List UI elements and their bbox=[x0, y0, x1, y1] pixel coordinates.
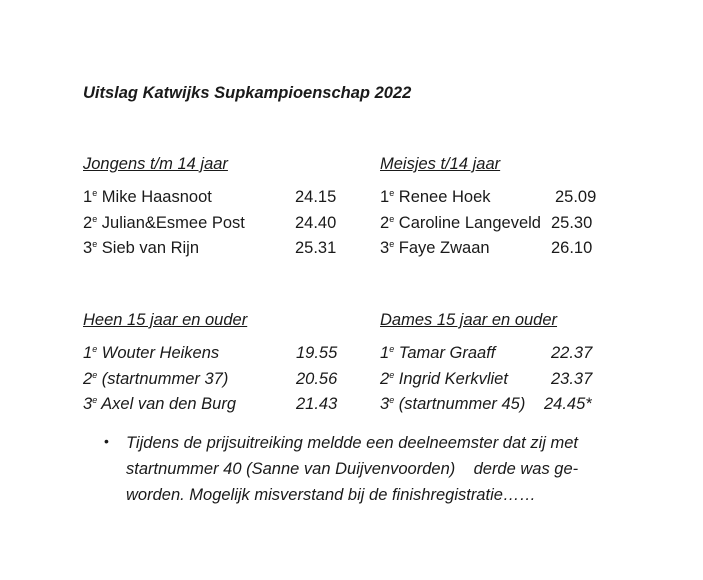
result-row bbox=[380, 187, 597, 213]
rank-suffix: e bbox=[92, 344, 98, 354]
rank-number: 3 bbox=[380, 239, 390, 257]
results-list-girls bbox=[380, 187, 597, 264]
result-time: 21.43 bbox=[296, 395, 338, 413]
rank-suffix: e bbox=[389, 344, 395, 354]
results-list-women bbox=[380, 343, 593, 420]
result-time: 25.31 bbox=[295, 239, 337, 257]
rank-suffix: e bbox=[92, 213, 98, 224]
result-time: 26.10 bbox=[551, 239, 593, 257]
rank-number: 2 bbox=[83, 369, 93, 388]
section-men bbox=[83, 310, 338, 420]
result-time: 23.37 bbox=[551, 369, 593, 388]
result-time: 22.37 bbox=[551, 344, 593, 362]
result-time: 24.45* bbox=[544, 395, 592, 413]
rank-suffix: e bbox=[389, 369, 395, 380]
footnote-line: Tijdens de prijsuitreiking meldde een deelneemster dat zij met bbox=[126, 434, 579, 452]
result-row bbox=[380, 394, 592, 420]
result-row bbox=[83, 343, 338, 369]
rank-number: 2 bbox=[380, 369, 390, 388]
result-time: 24.40 bbox=[295, 213, 337, 232]
footnote-line: worden. Mogelijk misverstand bij de finishregistratie…… bbox=[126, 486, 536, 504]
rank-suffix: e bbox=[389, 188, 395, 198]
rank-number: 1 bbox=[83, 188, 93, 206]
section-girls bbox=[380, 154, 597, 264]
participant-name: Renee Hoek bbox=[394, 188, 491, 206]
result-time: 25.09 bbox=[555, 188, 597, 206]
result-row bbox=[380, 343, 593, 369]
result-row bbox=[83, 238, 337, 264]
rank-suffix: e bbox=[389, 239, 395, 249]
participant-name: Axel van den Burg bbox=[97, 395, 237, 413]
rank-number: 1 bbox=[380, 188, 390, 206]
rank-number: 2 bbox=[83, 213, 93, 232]
rank-number: 3 bbox=[380, 395, 390, 413]
result-time: 25.30 bbox=[551, 213, 593, 232]
section-heading-girls: Meisjes t/14 jaar bbox=[380, 155, 501, 173]
result-row bbox=[83, 394, 338, 420]
rank-suffix: e bbox=[92, 369, 98, 380]
rank-number: 1 bbox=[83, 344, 93, 362]
participant-name: Tamar Graaff bbox=[394, 344, 496, 362]
result-time: 20.56 bbox=[296, 369, 338, 388]
bullet-icon: • bbox=[104, 433, 109, 449]
results-list-boys bbox=[83, 187, 337, 264]
section-heading-women: Dames 15 jaar en ouder bbox=[380, 311, 558, 329]
rank-suffix: e bbox=[92, 188, 98, 198]
participant-name: Mike Haasnoot bbox=[97, 188, 212, 206]
section-heading-boys: Jongens t/m 14 jaar bbox=[83, 155, 228, 173]
participant-name: Sieb van Rijn bbox=[97, 239, 200, 257]
participant-name: Wouter Heikens bbox=[97, 344, 220, 362]
result-time: 19.55 bbox=[296, 344, 338, 362]
participant-name: (startnummer 37) bbox=[97, 369, 229, 388]
participant-name: (startnummer 45) bbox=[394, 395, 526, 413]
result-row bbox=[380, 369, 593, 395]
participant-name: Caroline Langeveld bbox=[394, 213, 541, 232]
result-time: 24.15 bbox=[295, 188, 337, 206]
rank-number: 2 bbox=[380, 213, 390, 232]
result-row bbox=[380, 213, 593, 239]
rank-suffix: e bbox=[389, 213, 395, 224]
participant-name: Ingrid Kerkvliet bbox=[394, 369, 508, 388]
rank-number: 1 bbox=[380, 344, 390, 362]
results-list-men bbox=[83, 343, 338, 420]
footnote-text bbox=[126, 430, 578, 508]
section-heading-men: Heen 15 jaar en ouder bbox=[83, 311, 248, 329]
rank-suffix: e bbox=[389, 395, 395, 405]
document-title: Uitslag Katwijks Supkampioenschap 2022 bbox=[83, 84, 412, 102]
rank-suffix: e bbox=[92, 395, 98, 405]
result-row bbox=[83, 369, 338, 395]
section-boys bbox=[83, 154, 337, 264]
participant-name: Julian&Esmee Post bbox=[97, 213, 245, 232]
section-women bbox=[380, 310, 593, 420]
rank-suffix: e bbox=[92, 239, 98, 249]
rank-number: 3 bbox=[83, 395, 93, 413]
footnote-line: startnummer 40 (Sanne van Duijvenvoorden) derde was ge- bbox=[126, 460, 579, 478]
result-row bbox=[83, 187, 337, 213]
participant-name: Faye Zwaan bbox=[394, 239, 490, 257]
result-row bbox=[380, 238, 593, 264]
rank-number: 3 bbox=[83, 239, 93, 257]
result-row bbox=[83, 213, 337, 239]
